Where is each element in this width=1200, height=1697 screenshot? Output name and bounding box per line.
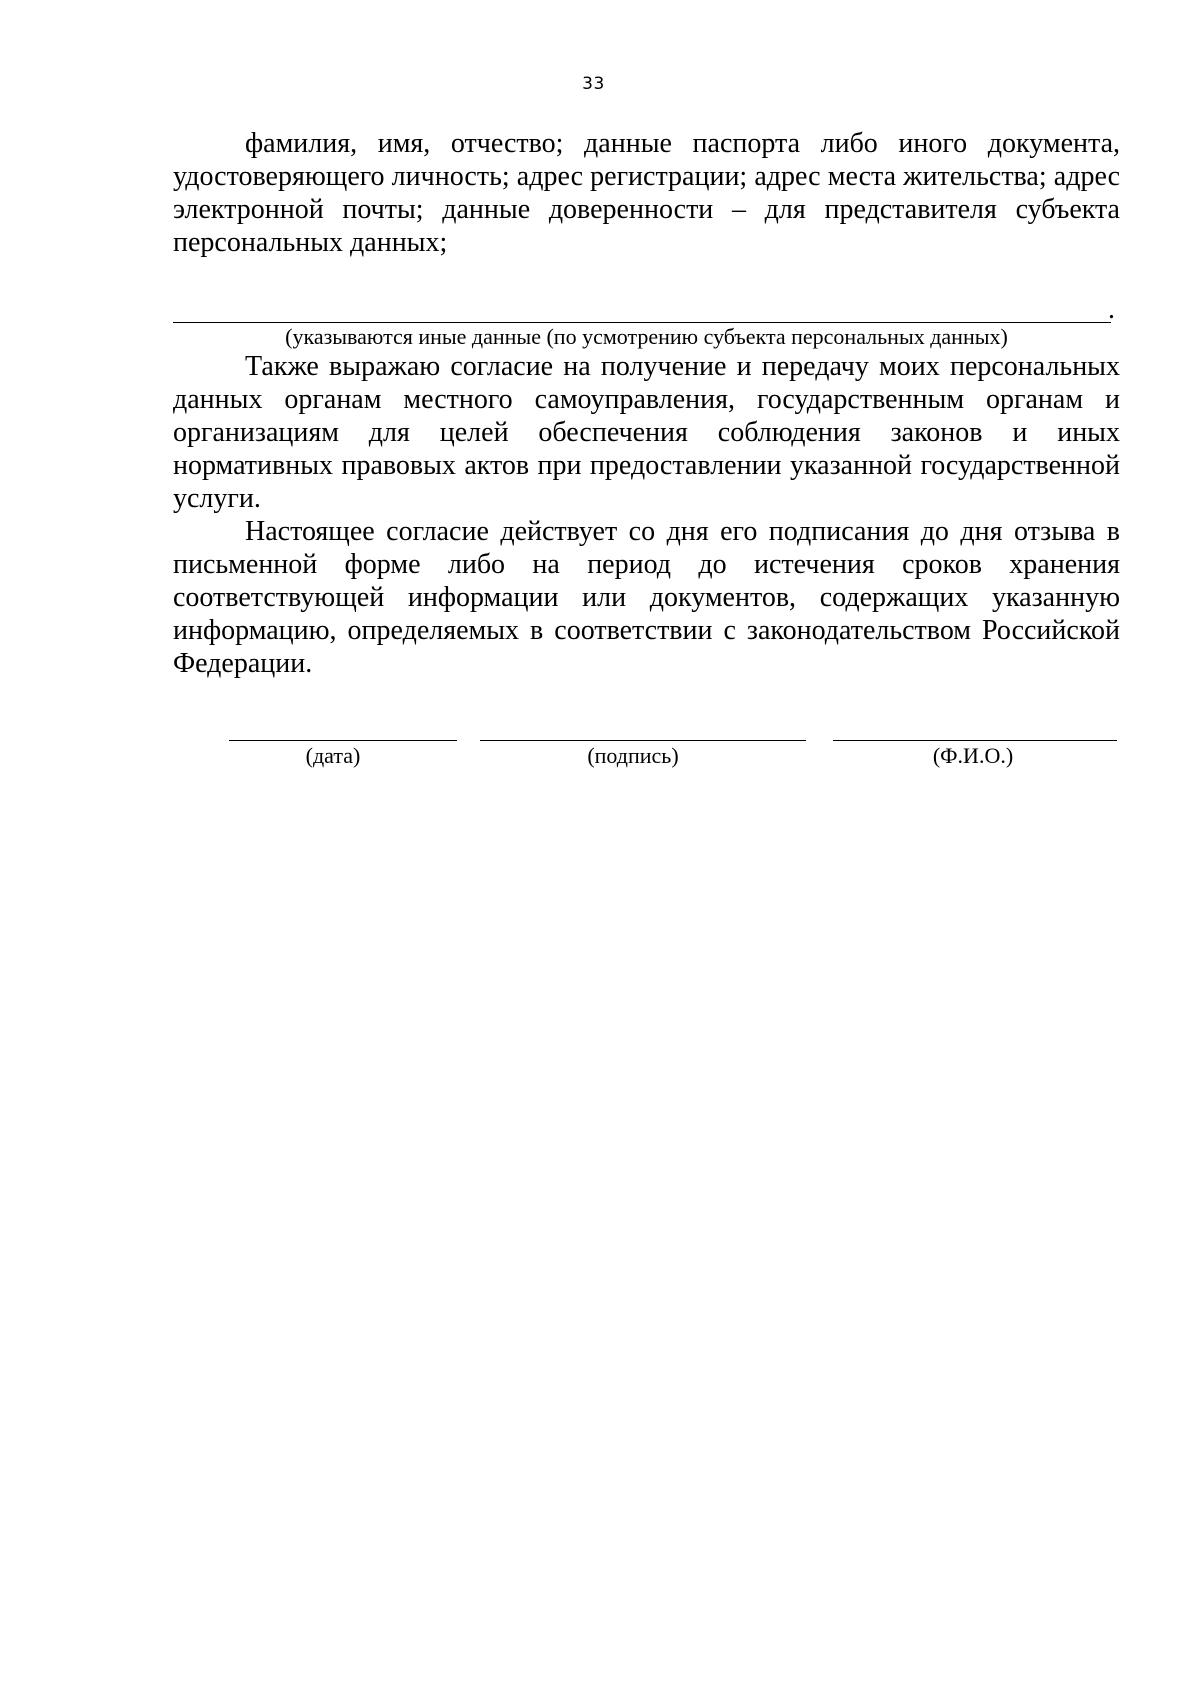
page-number: 33 [582,74,605,94]
full-name-caption: (Ф.И.О.) [932,743,1014,768]
full-name-blank-line [833,740,1117,741]
consent-validity-paragraph: Настоящее согласие действует со дня его подписания до дня отзыва в письменной форме либо на период до истечения сроков хранения соответствующей информации или документов, содержащих указанную информацию, определяемых в соответствии с законодательством Российской Федерации. [173,516,1120,679]
date-caption: (дата) [305,743,361,768]
consent-transfer-paragraph: Также выражаю согласие на получение и передачу моих персональных данных органам местного самоуправления, государственным органам и организациям для целей обеспечения соблюдения законов и иных нормативных правовых актов при предоставлении указанной государственной услуги. [173,351,1120,514]
date-blank-line [229,740,457,741]
personal-data-list-paragraph: фамилия, имя, отчество; данные паспорта либо иного документа, удостоверяющего личность; адрес регистрации; адрес места жительства; адрес электронной почты; данные доверенности – для представителя субъекта персональных данных; [173,128,1120,258]
other-data-caption: (указываются иные данные (по усмотрению субъекта персональных данных) [285,324,1008,349]
signature-caption: (подпись) [587,743,679,768]
other-data-end-mark: . [1108,294,1115,325]
other-data-blank-line [173,322,1111,323]
signature-blank-line [480,740,806,741]
